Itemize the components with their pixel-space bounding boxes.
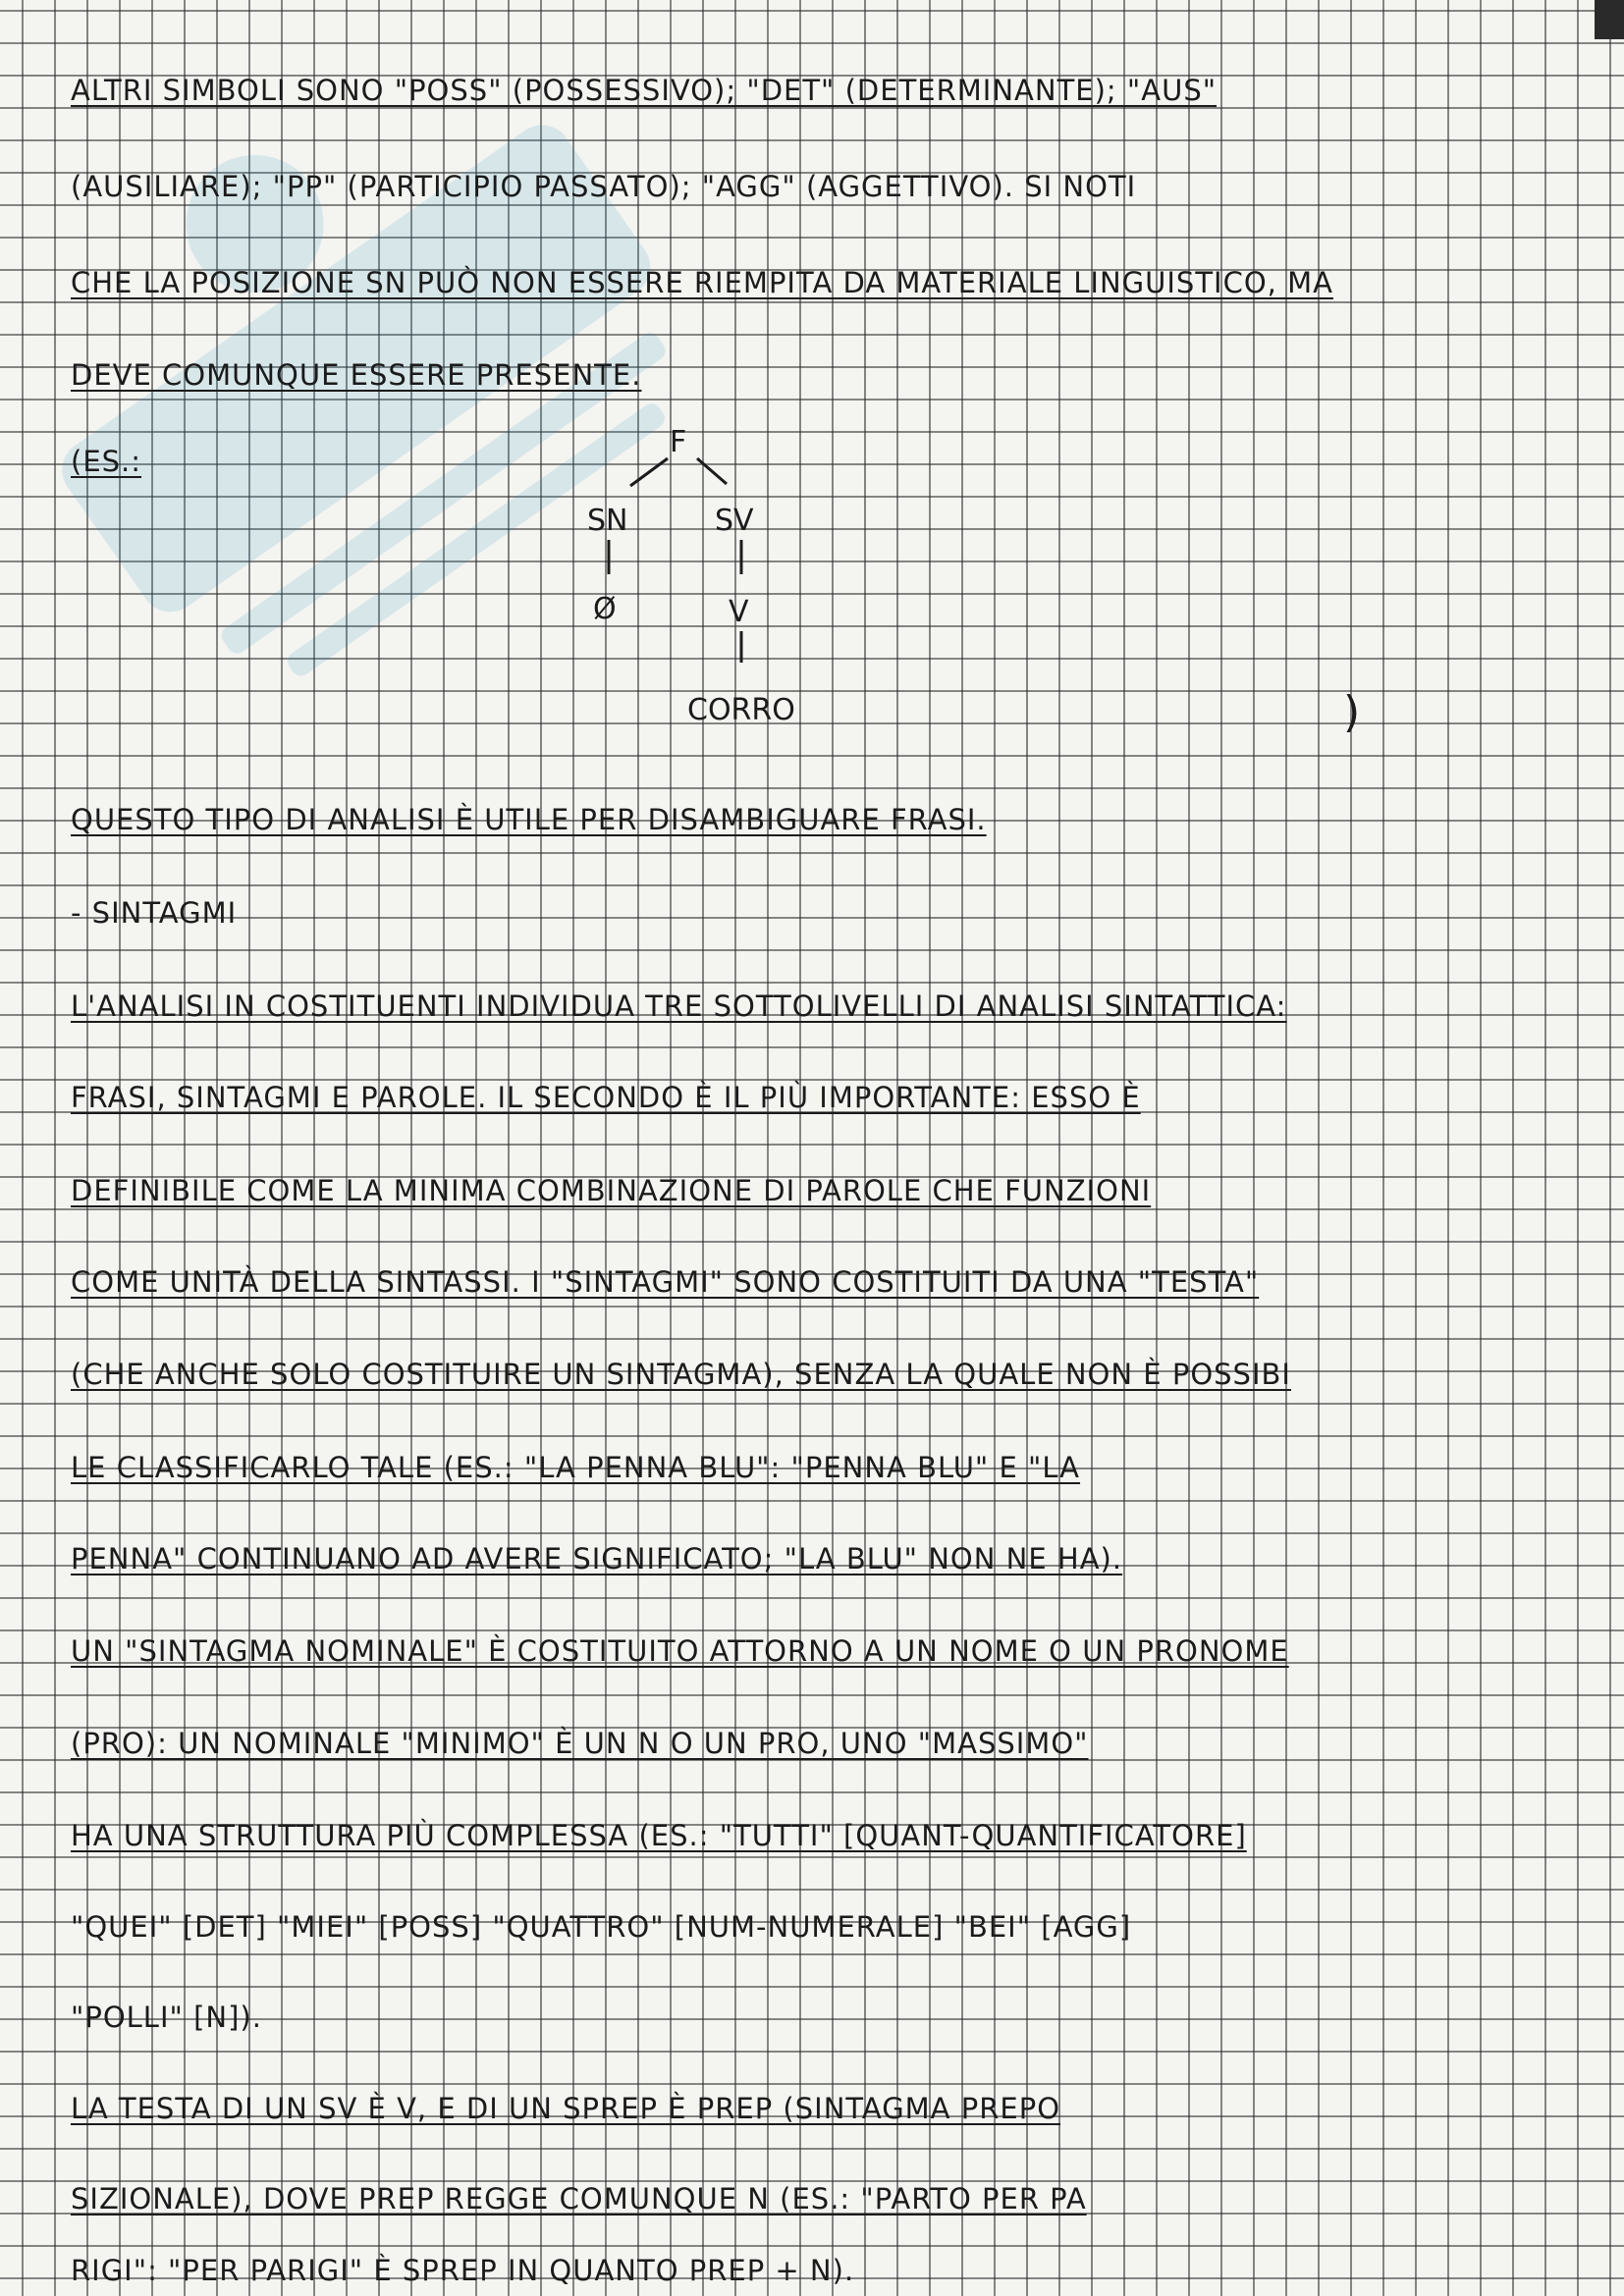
text-line-1: ALTRI SIMBOLI SONO "POSS" (POSSESSIVO); "DET" (DETERMINANTE); "AUS" bbox=[71, 74, 1218, 107]
text-line-11: LE CLASSIFICARLO TALE (ES.: "LA PENNA BLU": "PENNA BLU" E "LA bbox=[71, 1451, 1081, 1484]
section-heading: - SINTAGMI bbox=[71, 896, 238, 930]
closing-paren: ) bbox=[1343, 687, 1361, 737]
tree-edge-left bbox=[630, 458, 668, 486]
tree-node-right: SV bbox=[715, 504, 754, 538]
text-line-12: PENNA" CONTINUANO AD AVERE SIGNIFICATO; "LA BLU" NON NE HA). bbox=[71, 1542, 1123, 1575]
scan-corner bbox=[1595, 0, 1624, 39]
text-line-14: (PRO): UN NOMINALE "MINIMO" È UN N O UN PRO, UNO "MASSIMO" bbox=[71, 1727, 1089, 1760]
syntax-tree-diagram bbox=[550, 417, 943, 751]
text-line-17: "POLLI" [N]). bbox=[71, 2001, 262, 2034]
text-line-7: FRASI, SINTAGMI E PAROLE. IL SECONDO È IL PIÙ IMPORTANTE: ESSO È bbox=[71, 1081, 1141, 1114]
text-line-15: HA UNA STRUTTURA PIÙ COMPLESSA (ES.: "TUTTI" [QUANT-QUANTIFICATORE] bbox=[71, 1819, 1247, 1852]
text-line-8: DEFINIBILE COME LA MINIMA COMBINAZIONE DI PAROLE CHE FUNZIONI bbox=[71, 1174, 1152, 1207]
tree-leaf-word: CORRO bbox=[687, 693, 795, 727]
text-line-9: COME UNITÀ DELLA SINTASSI. I "SINTAGMI" SONO COSTITUITI DA UNA "TESTA" bbox=[71, 1265, 1260, 1299]
text-line-6: L'ANALISI IN COSTITUENTI INDIVIDUA TRE SOTTOLIVELLI DI ANALISI SINTATTICA: bbox=[71, 989, 1287, 1023]
example-label: (ES.: bbox=[71, 445, 142, 478]
tree-node-verb: V bbox=[729, 595, 749, 629]
tree-node-left: SN bbox=[587, 504, 628, 538]
text-line-3: CHE LA POSIZIONE SN PUÒ NON ESSERE RIEMPITA DA MATERIALE LINGUISTICO, MA bbox=[71, 266, 1333, 299]
tree-node-empty: Ø bbox=[593, 592, 617, 626]
tree-edge-right bbox=[697, 458, 727, 484]
text-line-18: LA TESTA DI UN SV È V, E DI UN SPREP È PREP (SINTAGMA PREPO bbox=[71, 2092, 1061, 2125]
text-line-10: (CHE ANCHE SOLO COSTITUIRE UN SINTAGMA), SENZA LA QUALE NON È POSSIBI bbox=[71, 1358, 1291, 1391]
text-line-16: "QUEI" [DET] "MIEI" [POSS] "QUATTRO" [NUM-NUMERALE] "BEI" [AGG] bbox=[71, 1910, 1132, 1944]
text-line-2: (AUSILIARE); "PP" (PARTICIPIO PASSATO); "AGG" (AGGETTIVO). SI NOTI bbox=[71, 170, 1137, 203]
text-line-13: UN "SINTAGMA NOMINALE" È COSTITUITO ATTORNO A UN NOME O UN PRONOME bbox=[71, 1634, 1289, 1668]
text-line-5: QUESTO TIPO DI ANALISI È UTILE PER DISAMBIGUARE FRASI. bbox=[71, 803, 987, 836]
text-line-20: RIGI": "PER PARIGI" È SPREP IN QUANTO PREP + N). bbox=[71, 2254, 855, 2287]
text-line-19: SIZIONALE), DOVE PREP REGGE COMUNQUE N (ES.: "PARTO PER PA bbox=[71, 2182, 1087, 2216]
tree-node-root: F bbox=[670, 425, 687, 459]
text-line-4: DEVE COMUNQUE ESSERE PRESENTE. bbox=[71, 358, 642, 392]
